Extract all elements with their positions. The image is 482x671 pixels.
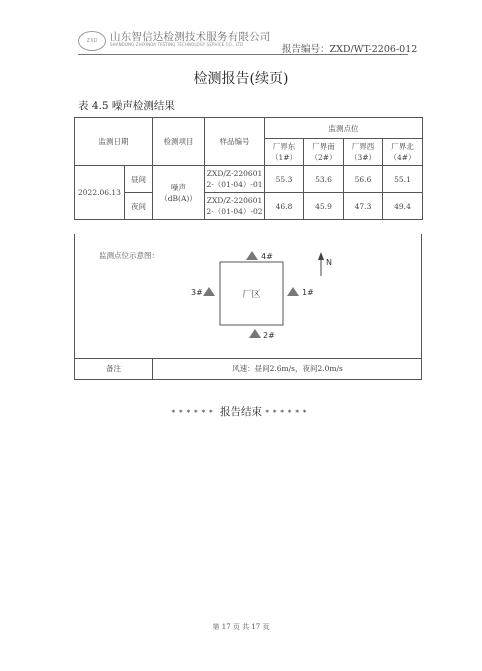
factory-label: 厂区 <box>242 290 261 300</box>
sample-cell: ZXD/Z-220601 2-（01-04）-01 <box>205 166 265 193</box>
report-end-line <box>0 404 482 419</box>
monitoring-point-diagram <box>74 234 422 359</box>
item-cell: 噪声 （dB(A)） <box>153 166 205 220</box>
value-cell: 55.1 <box>383 166 423 193</box>
remark-label: 备注 <box>75 359 153 379</box>
point-3-label: 3# <box>191 288 203 297</box>
report-end-text: 报告结束 <box>220 406 262 418</box>
stars-left: ****** <box>171 409 217 417</box>
table-row <box>75 166 423 193</box>
noise-results-table <box>74 117 423 220</box>
point-2-label: 2# <box>263 331 275 340</box>
logo-text: ZXD <box>86 38 98 44</box>
table-row <box>75 193 423 220</box>
table-title: 表 4.5 噪声检测结果 <box>78 100 175 112</box>
period-cell: 昼间 <box>125 166 153 193</box>
report-number: 报告编号：ZXD/WT-2206-012 <box>282 44 418 55</box>
value-cell: 45.9 <box>304 193 344 220</box>
point-2-marker <box>249 329 261 338</box>
point-1-marker <box>287 287 299 296</box>
header-item: 检测项目 <box>153 118 205 166</box>
point-4-label: 4# <box>261 252 273 261</box>
value-cell: 47.3 <box>344 193 383 220</box>
point-header-4: 厂界北 （4#） <box>383 139 423 166</box>
remark-text: 风速：昼间2.6m/s，夜间2.0m/s <box>232 364 343 373</box>
value-cell: 49.4 <box>383 193 423 220</box>
company-name-cn: 山东智信达检测技术服务有限公司 <box>110 31 271 43</box>
page-number: 第 17 页 共 17 页 <box>212 623 270 631</box>
point-4-marker <box>246 251 258 260</box>
site-map <box>75 234 423 359</box>
point-header-3: 厂界西 （3#） <box>344 139 383 166</box>
north-label: N <box>326 258 332 267</box>
value-cell: 56.6 <box>344 166 383 193</box>
value-cell: 53.6 <box>304 166 344 193</box>
stars-right: ****** <box>265 409 311 417</box>
page-title: 检测报告(续页) <box>193 71 289 87</box>
point-header-2: 厂界南 （2#） <box>304 139 344 166</box>
header-sample: 样品编号 <box>205 118 265 166</box>
header-date: 监测日期 <box>75 118 153 166</box>
value-cell: 46.8 <box>265 193 304 220</box>
diagram-label: 监测点位示意图： <box>99 251 159 260</box>
company-logo <box>78 31 106 51</box>
company-name-en: SHANDONG ZHIXINDA TESTING TECHNOLOGY SERVICE CO., LTD <box>110 42 244 47</box>
header-divider <box>78 54 408 55</box>
date-cell: 2022.06.13 <box>75 166 125 220</box>
remark-row <box>74 359 422 380</box>
point-3-marker <box>203 287 215 296</box>
period-cell: 夜间 <box>125 193 153 220</box>
header-points: 监测点位 <box>265 118 423 139</box>
north-arrow-icon <box>318 252 324 276</box>
point-1-label: 1# <box>302 288 314 297</box>
point-header-1: 厂界东 （1#） <box>265 139 304 166</box>
sample-cell: ZXD/Z-220601 2-（01-04）-02 <box>205 193 265 220</box>
value-cell: 55.3 <box>265 166 304 193</box>
